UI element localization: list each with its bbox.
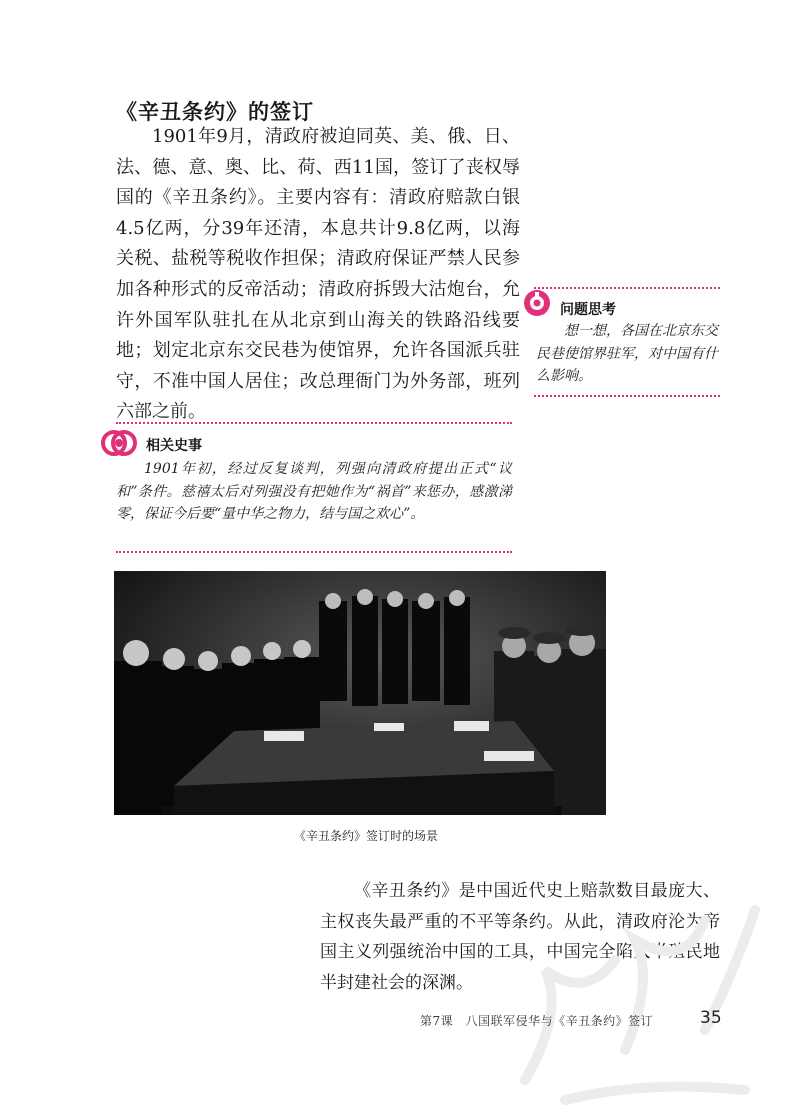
related-top-divider <box>116 422 512 424</box>
section-title: 《辛丑条约》的签订 <box>116 100 314 124</box>
lesson-footer: 第7课 八国联军侵华与《辛丑条约》签订 <box>420 1014 654 1028</box>
watermark-mark <box>505 850 795 1120</box>
think-box <box>536 320 722 388</box>
related-text: 1901年初，经过反复谈判，列强向清政府提出正式“议和”条件。慈禧太后对列强没有把她作为“祸首”来惩办，感激涕零，保证今后要“量中华之物力，结与国之欢心”。 <box>116 461 512 522</box>
question-icon <box>522 288 552 318</box>
page-number: 35 <box>700 1008 722 1028</box>
think-title: 问题思考 <box>560 302 616 318</box>
main-paragraph-text: 1901年9月，清政府被迫同英、美、俄、日、法、德、意、奥、比、荷、西11国，签订了丧权辱国的《辛丑条约》。主要内容有：清政府赔款白银4.5亿两，分39年还清，本息共计9.8亿两，以海关税、盐税等税收作担保；清政府保证严禁人民参加各种形式的反帝活动；清政府拆毁大沽炮台，允许外国军队驻扎在从北京到山海关的铁路沿线要地；划定北京东交民巷为使馆界，允许各国派兵驻守，不准中国人居住；改总理衙门为外务部，班列六部之前。 <box>116 126 520 423</box>
think-top-divider <box>534 287 720 289</box>
related-bottom-divider <box>116 551 512 553</box>
think-text: 想一想，各国在北京东交民巷使馆界驻军，对中国有什么影响。 <box>536 323 718 384</box>
main-paragraph <box>116 122 520 428</box>
related-title: 相关史事 <box>146 438 202 454</box>
think-bottom-divider <box>534 395 720 397</box>
photo-caption: 《辛丑条约》签订时的场景 <box>293 829 438 843</box>
signing-scene-photo <box>114 571 606 815</box>
history-icon <box>100 424 138 462</box>
related-box <box>116 458 512 526</box>
summary-text: 《辛丑条约》是中国近代史上赔款数目最庞大、主权丧失最严重的不平等条约。从此，清政府沦为帝国主义列强统治中国的工具，中国完全陷入半殖民地半封建社会的深渊。 <box>320 881 720 993</box>
